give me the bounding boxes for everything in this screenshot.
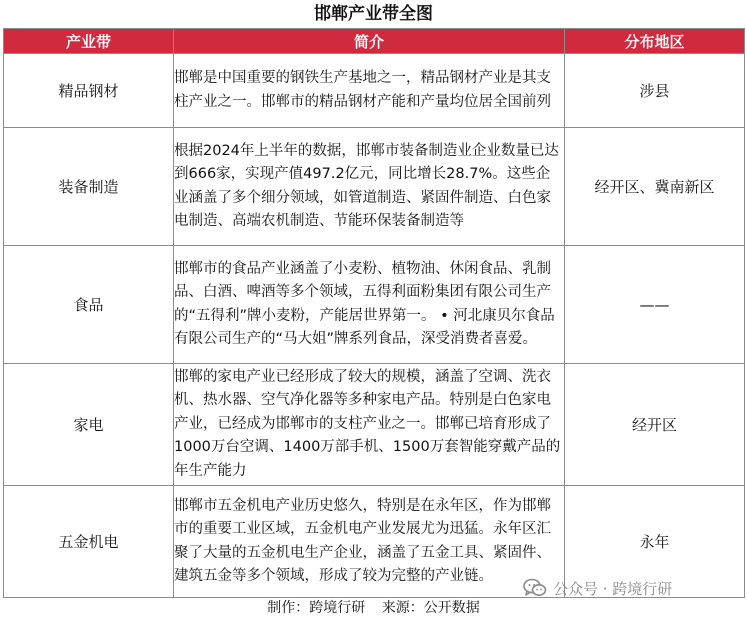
table-row: [4, 128, 745, 246]
table-header-row: [4, 29, 745, 54]
page-title: 邯郸产业带全图: [314, 4, 433, 24]
industry-cell: 家电: [4, 364, 174, 486]
region-cell: 永年: [565, 486, 745, 598]
region-cell: 涉县: [565, 54, 745, 128]
industry-cell: 精品钢材: [4, 54, 174, 128]
intro-cell: 邯郸是中国重要的钢铁生产基地之一，精品钢材产业是其支柱产业之一。邯郸市的精品钢材产能和产量均位居全国前列: [174, 54, 565, 128]
region-cell: ——: [565, 246, 745, 364]
intro-cell: 根据2024年上半年的数据，邯郸市装备制造业企业数量已达到666家，实现产值497.2亿元，同比增长28.7%。这些企业涵盖了多个细分领域，如管道制造、紧固件制造、白色家电制造、高端农机制造、节能环保装备制造等: [174, 128, 565, 246]
industry-cell: 食品: [4, 246, 174, 364]
table-row: [4, 364, 745, 486]
intro-cell: 邯郸的家电产业已经形成了较大的规模，涵盖了空调、洗衣机、热水器、空气净化器等多种家电产品。特别是白色家电产业，已经成为邯郸市的支柱产业之一。邯郸已培育形成了1000万台空调、1400万部手机、1500万套智能穿戴产品的年生产能力: [174, 364, 565, 486]
region-cell: 经开区、冀南新区: [565, 128, 745, 246]
footer-source: 来源：公开数据: [381, 600, 480, 616]
wechat-account-label: 公众号 · 跨境行研: [553, 579, 673, 598]
footer: [0, 595, 747, 621]
header-intro: 简介: [174, 29, 565, 54]
table-row: [4, 246, 745, 364]
intro-cell: 邯郸市五金机电产业历史悠久，特别是在永年区，作为邯郸市的重要工业区域，五金机电产业发展尤为迅猛。永年区汇聚了大量的五金机电生产企业，涵盖了五金工具、紧固件、建筑五金等多个领域，形成了较为完整的产业链。: [174, 486, 565, 598]
footer-maker: 制作：跨境行研: [267, 600, 366, 616]
header-region: 分布地区: [565, 29, 745, 54]
header-industry: 产业带: [4, 29, 174, 54]
industry-cell: 五金机电: [4, 486, 174, 598]
table-row: [4, 54, 745, 128]
industry-cell: 装备制造: [4, 128, 174, 246]
region-cell: 经开区: [565, 364, 745, 486]
industry-table: [3, 28, 745, 598]
intro-cell: 邯郸市的食品产业涵盖了小麦粉、植物油、休闲食品、乳制品、白酒、啤酒等多个领域，五得利面粉集团有限公司生产的“五得利”牌小麦粉，产能居世界第一。 • 河北康贝尔食品有限公司生产的“马大姐”牌系列食品，深受消费者喜爱。: [174, 246, 565, 364]
